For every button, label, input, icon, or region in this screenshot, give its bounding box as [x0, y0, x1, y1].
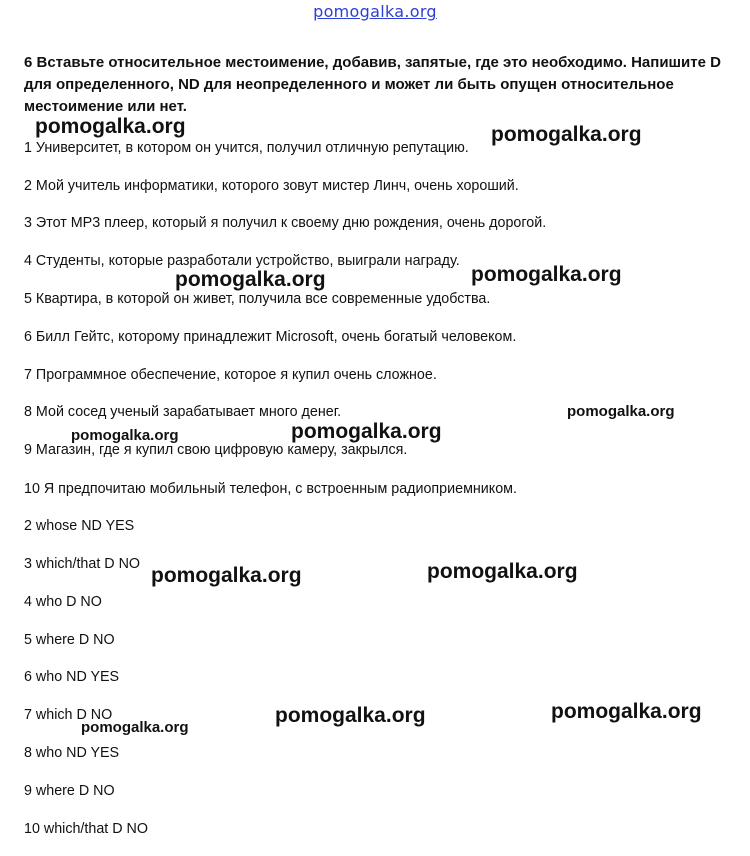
site-header-link[interactable]: pomogalka.org — [313, 2, 437, 21]
watermark: pomogalka.org — [471, 263, 622, 286]
sentence-2: 2 Мой учитель информатики, которого зовут мистер Линч, очень хороший. — [24, 178, 519, 194]
answer-8: 8 who ND YES — [24, 745, 120, 761]
task-instructions: 6 Вставьте относительное местоимение, добавив, запятые, где это необходимо. Напишите D для определенного, ND для неопределенного и может ли быть опущен относительное местоимение или нет. — [24, 54, 721, 115]
watermark: pomogalka.org — [175, 268, 326, 291]
answer-6: 6 who ND YES — [24, 669, 120, 685]
answer-2: 2 whose ND YES — [24, 518, 135, 534]
sentence-9: 9 Магазин, где я купил свою цифровую камеру, закрылся. — [24, 442, 408, 458]
answer-5: 5 where D NO — [24, 632, 115, 648]
sentence-5: 5 Квартира, в которой он живет, получила все современные удобства. — [24, 291, 491, 307]
watermark: pomogalka.org — [427, 560, 578, 583]
watermark: pomogalka.org — [35, 115, 186, 138]
watermark: pomogalka.org — [567, 403, 675, 420]
watermark: pomogalka.org — [291, 420, 442, 443]
answer-7: 7 which D NO — [24, 707, 113, 723]
sentence-1: 1 Университет, в котором он учится, получил отличную репутацию. — [24, 140, 469, 156]
watermark: pomogalka.org — [71, 427, 179, 444]
sentence-6: 6 Билл Гейтс, которому принадлежит Microsoft, очень богатый человеком. — [24, 329, 517, 345]
sentence-8: 8 Мой сосед ученый зарабатывает много денег. — [24, 404, 342, 420]
sentence-10: 10 Я предпочитаю мобильный телефон, с встроенным радиоприемником. — [24, 481, 517, 497]
watermark: pomogalka.org — [275, 704, 426, 727]
sentence-7: 7 Программное обеспечение, которое я купил очень сложное. — [24, 367, 437, 383]
watermark: pomogalka.org — [151, 564, 302, 587]
watermark: pomogalka.org — [551, 700, 702, 723]
answer-3: 3 which/that D NO — [24, 556, 141, 572]
sentence-3: 3 Этот MP3 плеер, который я получил к своему дню рождения, очень дорогой. — [24, 215, 547, 231]
answer-4: 4 who D NO — [24, 594, 102, 610]
sentence-4: 4 Студенты, которые разработали устройство, выиграли награду. — [24, 253, 460, 269]
watermark: pomogalka.org — [491, 123, 642, 146]
answer-9: 9 where D NO — [24, 783, 115, 799]
answer-10: 10 which/that D NO — [24, 821, 148, 837]
watermark: pomogalka.org — [81, 719, 189, 736]
